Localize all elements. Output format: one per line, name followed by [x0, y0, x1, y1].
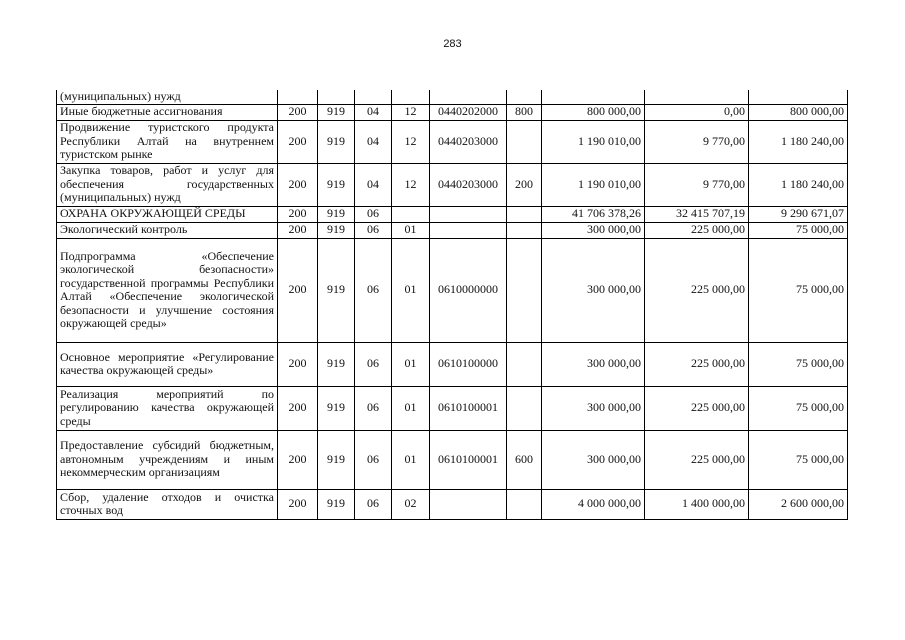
- table-row: [57, 163, 848, 206]
- table-row: [57, 386, 848, 430]
- cell-pr: 01: [392, 342, 430, 386]
- cell-csr: 0610100000: [430, 342, 507, 386]
- cell-rz: 04: [355, 163, 392, 206]
- cell-csr: 0610000000: [430, 238, 507, 342]
- cell-grbs: [278, 90, 318, 104]
- cell-sum-1: 1 190 010,00: [542, 120, 645, 163]
- cell-rz: 06: [355, 222, 392, 238]
- cell-pr: 02: [392, 489, 430, 519]
- cell-vr: [507, 386, 542, 430]
- cell-rz: 06: [355, 489, 392, 519]
- cell-pr: 01: [392, 386, 430, 430]
- cell-sum-2: 0,00: [645, 104, 749, 120]
- row-name: Подпрограмма «Обеспечение экологической безопасности» государственной программы Республики Алтай «Обеспечение экологической безопасности и улучшение состояния окружающей среды»: [57, 238, 278, 342]
- cell-rz: 04: [355, 120, 392, 163]
- cell-grbs: 200: [278, 163, 318, 206]
- cell-ved: 919: [318, 163, 355, 206]
- cell-grbs: 200: [278, 430, 318, 489]
- cell-csr: 0610100001: [430, 430, 507, 489]
- table-row: [57, 206, 848, 222]
- cell-grbs: 200: [278, 238, 318, 342]
- cell-sum-2: [645, 90, 749, 104]
- cell-ved: 919: [318, 222, 355, 238]
- row-name: Иные бюджетные ассигнования: [57, 104, 278, 120]
- cell-csr: [430, 206, 507, 222]
- cell-sum-3: 1 180 240,00: [749, 163, 848, 206]
- cell-sum-1: 300 000,00: [542, 430, 645, 489]
- cell-rz: 06: [355, 342, 392, 386]
- cell-pr: 12: [392, 120, 430, 163]
- cell-ved: 919: [318, 120, 355, 163]
- cell-csr: [430, 90, 507, 104]
- cell-sum-3: 800 000,00: [749, 104, 848, 120]
- cell-grbs: 200: [278, 104, 318, 120]
- row-name: Продвижение туристского продукта Республики Алтай на внутреннем туристском рынке: [57, 120, 278, 163]
- cell-rz: 06: [355, 430, 392, 489]
- row-name: Экологический контроль: [57, 222, 278, 238]
- cell-pr: 12: [392, 163, 430, 206]
- page-number: 283: [443, 38, 462, 50]
- cell-pr: 01: [392, 430, 430, 489]
- cell-grbs: 200: [278, 120, 318, 163]
- cell-rz: [355, 90, 392, 104]
- row-name: Основное мероприятие «Регулирование качества окружающей среды»: [57, 342, 278, 386]
- cell-ved: 919: [318, 206, 355, 222]
- table-row: [57, 222, 848, 238]
- cell-rz: 06: [355, 386, 392, 430]
- cell-ved: 919: [318, 342, 355, 386]
- cell-csr: 0440202000: [430, 104, 507, 120]
- row-name: Закупка товаров, работ и услуг для обеспечения государственных (муниципальных) нужд: [57, 163, 278, 206]
- cell-sum-1: 1 190 010,00: [542, 163, 645, 206]
- cell-sum-2: 9 770,00: [645, 163, 749, 206]
- cell-sum-2: 225 000,00: [645, 430, 749, 489]
- cell-vr: 200: [507, 163, 542, 206]
- cell-pr: 12: [392, 104, 430, 120]
- cell-vr: [507, 120, 542, 163]
- cell-sum-2: 9 770,00: [645, 120, 749, 163]
- cell-sum-1: 41 706 378,26: [542, 206, 645, 222]
- cell-sum-2: 225 000,00: [645, 222, 749, 238]
- cell-sum-1: 300 000,00: [542, 386, 645, 430]
- cell-sum-2: 32 415 707,19: [645, 206, 749, 222]
- table-row: [57, 489, 848, 519]
- cell-rz: 06: [355, 206, 392, 222]
- row-name: (муниципальных) нужд: [57, 90, 278, 104]
- cell-vr: 600: [507, 430, 542, 489]
- cell-pr: 01: [392, 238, 430, 342]
- cell-vr: [507, 90, 542, 104]
- cell-grbs: 200: [278, 342, 318, 386]
- table-row: [57, 238, 848, 342]
- table-row: [57, 120, 848, 163]
- cell-sum-1: 4 000 000,00: [542, 489, 645, 519]
- cell-csr: 0440203000: [430, 120, 507, 163]
- cell-pr: [392, 206, 430, 222]
- cell-sum-3: 75 000,00: [749, 430, 848, 489]
- cell-sum-3: 75 000,00: [749, 238, 848, 342]
- cell-sum-3: 75 000,00: [749, 222, 848, 238]
- cell-sum-2: 1 400 000,00: [645, 489, 749, 519]
- cell-vr: [507, 222, 542, 238]
- cell-ved: 919: [318, 489, 355, 519]
- cell-sum-2: 225 000,00: [645, 238, 749, 342]
- row-name: ОХРАНА ОКРУЖАЮЩЕЙ СРЕДЫ: [57, 206, 278, 222]
- cell-ved: [318, 90, 355, 104]
- cell-rz: 06: [355, 238, 392, 342]
- cell-csr: [430, 222, 507, 238]
- table-row: [57, 104, 848, 120]
- cell-vr: [507, 342, 542, 386]
- cell-sum-1: 300 000,00: [542, 238, 645, 342]
- row-name: Сбор, удаление отходов и очистка сточных вод: [57, 489, 278, 519]
- cell-grbs: 200: [278, 386, 318, 430]
- row-name: Реализация мероприятий по регулированию качества окружающей среды: [57, 386, 278, 430]
- cell-grbs: 200: [278, 222, 318, 238]
- cell-vr: [507, 238, 542, 342]
- cell-sum-3: [749, 90, 848, 104]
- cell-sum-1: [542, 90, 645, 104]
- cell-sum-1: 300 000,00: [542, 222, 645, 238]
- cell-sum-3: 2 600 000,00: [749, 489, 848, 519]
- cell-vr: 800: [507, 104, 542, 120]
- row-name: Предоставление субсидий бюджетным, автономным учреждениям и иным некоммерческим организациям: [57, 430, 278, 489]
- cell-pr: 01: [392, 222, 430, 238]
- cell-vr: [507, 489, 542, 519]
- table-row: [57, 342, 848, 386]
- cell-pr: [392, 90, 430, 104]
- cell-sum-3: 75 000,00: [749, 386, 848, 430]
- cell-grbs: 200: [278, 206, 318, 222]
- cell-sum-3: 1 180 240,00: [749, 120, 848, 163]
- cell-ved: 919: [318, 238, 355, 342]
- table-row: [57, 90, 848, 104]
- cell-rz: 04: [355, 104, 392, 120]
- cell-sum-3: 9 290 671,07: [749, 206, 848, 222]
- cell-grbs: 200: [278, 489, 318, 519]
- cell-ved: 919: [318, 430, 355, 489]
- cell-sum-1: 800 000,00: [542, 104, 645, 120]
- cell-ved: 919: [318, 104, 355, 120]
- cell-vr: [507, 206, 542, 222]
- cell-sum-1: 300 000,00: [542, 342, 645, 386]
- cell-ved: 919: [318, 386, 355, 430]
- cell-sum-2: 225 000,00: [645, 386, 749, 430]
- cell-csr: 0610100001: [430, 386, 507, 430]
- budget-table: [56, 90, 848, 520]
- cell-sum-2: 225 000,00: [645, 342, 749, 386]
- cell-sum-3: 75 000,00: [749, 342, 848, 386]
- cell-csr: [430, 489, 507, 519]
- table-row: [57, 430, 848, 489]
- cell-csr: 0440203000: [430, 163, 507, 206]
